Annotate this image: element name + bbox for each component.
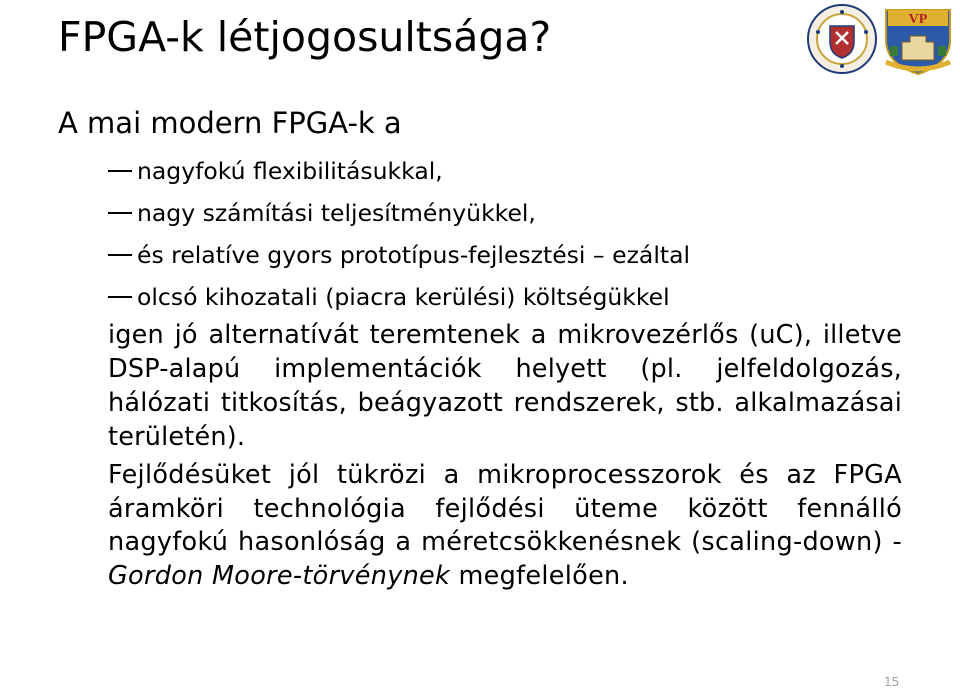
dash-bullet-icon (108, 296, 132, 298)
moore-law-text: Gordon Moore-törvénynek (108, 561, 451, 592)
bullet-list (108, 150, 690, 318)
page-number: 15 (884, 675, 900, 689)
paragraph-development (108, 459, 902, 594)
paragraph-alternative: igen jó alternatívát teremtenek a mikrovezérlős (uC), illetve DSP-alapú implementációk helyett (pl. jelfeldolgozás, hálózati titkosítás, beágyazott rendszerek, stb. alkalmazásai területén). (108, 320, 902, 452)
logo-area (806, 2, 956, 77)
bullet-text: nagyfokú flexibilitásukkal, (137, 157, 443, 185)
paragraph-text-end: megfelelően. (450, 561, 629, 592)
bullet-item (108, 150, 690, 192)
university-crest-icon (882, 2, 954, 76)
bullet-item (108, 192, 690, 234)
paragraph-text: Fejlődésüket jól tükrözi a mikroprocesszorok és az FPGA áramköri technológia fejlődési üteme között fennálló nagyfokú hasonlóság a méretcsökkenésnek (scaling-down) - (108, 460, 902, 558)
intro-text: A mai modern FPGA-k a (58, 106, 402, 140)
crest-text: VP (908, 12, 928, 27)
dash-bullet-icon (108, 212, 132, 214)
dash-bullet-icon (108, 170, 132, 172)
bullet-text: nagy számítási teljesítményükkel, (137, 199, 536, 227)
bullet-item (108, 234, 690, 276)
bullet-item (108, 276, 690, 318)
bullet-text: olcsó kihozatali (piacra kerülési) költségükkel (137, 283, 670, 311)
university-seal-icon (806, 2, 878, 76)
dash-bullet-icon (108, 254, 132, 256)
slide-title: FPGA-k létjogosultsága? (58, 13, 552, 61)
bullet-text: és relatíve gyors prototípus-fejlesztési – ezáltal (137, 241, 690, 269)
